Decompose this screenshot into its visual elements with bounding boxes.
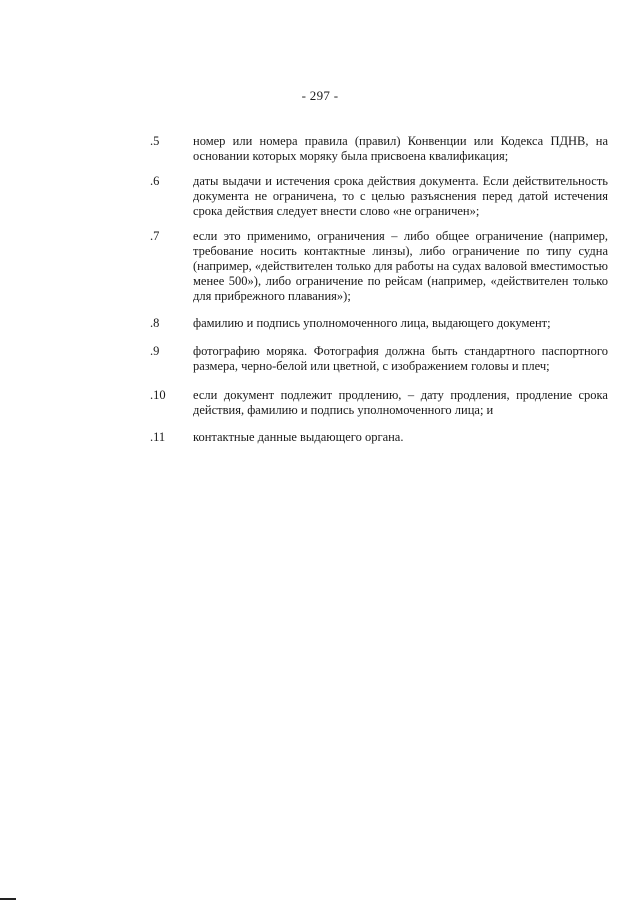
page-number: - 297 - xyxy=(301,88,339,103)
list-item-number: .5 xyxy=(150,134,160,148)
list-item-text: если документ подлежит продлению, – дату продления, продление срока действия, фамилию и подпись уполномоченного лица; и xyxy=(193,388,608,417)
list-item-number: .7 xyxy=(150,229,160,243)
list-item-number: .9 xyxy=(150,344,160,358)
list-item-number: .11 xyxy=(150,430,166,444)
scan-edge-mark xyxy=(0,898,16,900)
list-item-text: если это применимо, ограничения – либо общее ограничение (например, требование носить контактные линзы), либо ограничение по типу судна (например, «действителен только для работы на судах валовой вместимостью менее 500»), либо ограничение по рейсам (например, «действителен только для прибрежного плавания»); xyxy=(193,229,608,303)
list-item-text: номер или номера правила (правил) Конвенции или Кодекса ПДНВ, на основании которых моряку была присвоена квалификация; xyxy=(193,134,608,163)
list-item-number: .6 xyxy=(150,174,160,188)
list-item-number: .8 xyxy=(150,316,160,330)
list-item-text: фотографию моряка. Фотография должна быть стандартного паспортного размера, черно-белой или цветной, с изображением головы и плеч; xyxy=(193,344,608,373)
list-item-text: фамилию и подпись уполномоченного лица, выдающего документ; xyxy=(193,316,551,330)
list-item-text: контактные данные выдающего органа. xyxy=(193,430,404,444)
list-item-number: .10 xyxy=(150,388,166,402)
list-item-text: даты выдачи и истечения срока действия документа. Если действительность документа не ограничена, то с целью разъяснения перед датой истечения срока действия следует внести слово «не ограничен»; xyxy=(193,174,608,218)
